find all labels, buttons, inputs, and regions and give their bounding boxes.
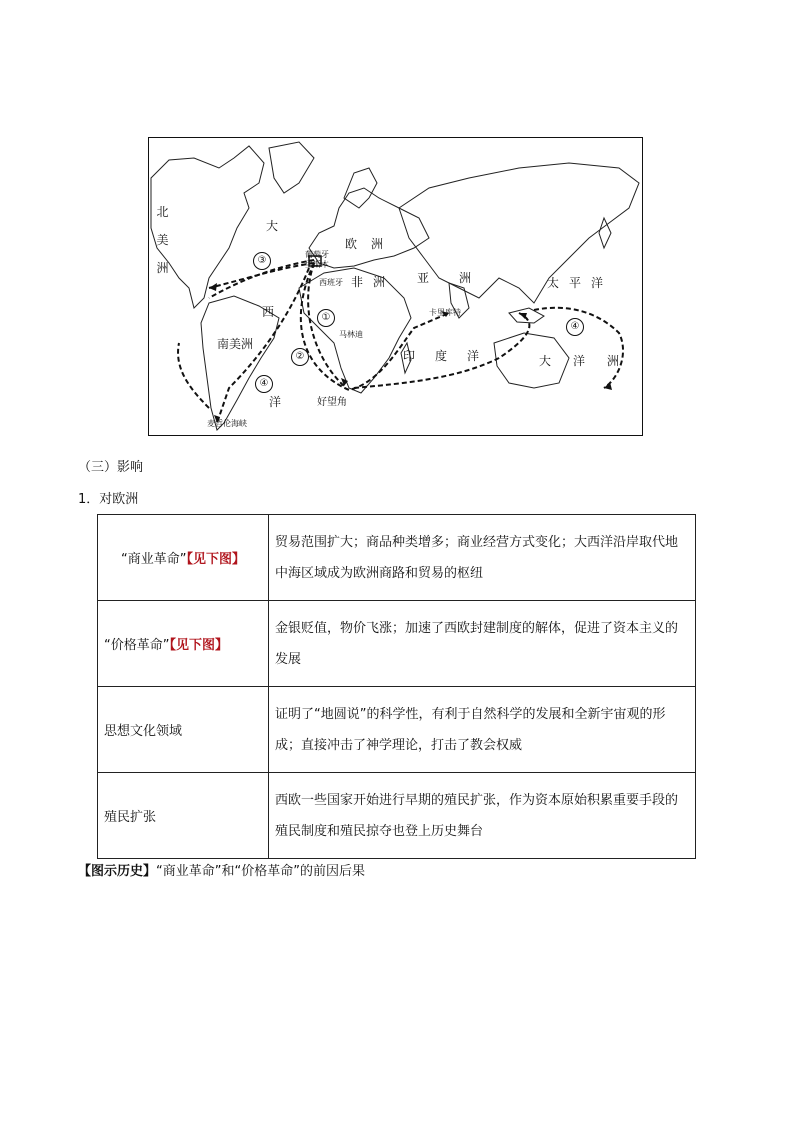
label-indian-ocean: 印度洋 [403,349,500,363]
route-marker-3: ③ [253,252,271,270]
route-marker-2: ② [291,348,309,366]
scandinavia-outline [344,168,377,208]
row-key-text: “商业革命” [121,552,187,567]
row-key [98,687,269,773]
row-key-text: “价格革命” [104,638,170,653]
indonesia-outline [509,308,544,323]
label-good-hope: 好望角 [317,397,347,408]
label-atlantic-xi: 西 [262,305,275,319]
row-key [98,601,269,687]
label-spain: 西班牙 [319,278,343,287]
label-pacific: 太平洋 [547,276,614,290]
table-row [98,773,696,859]
row-value: 贸易范围扩大；商品种类增多；商业经营方式变化；大西洋沿岸取代地中海区域成为欧洲商路和贸易的枢纽 [269,515,696,601]
see-below-link[interactable]: 【见下图】 [186,552,245,567]
route-marker-4-pacific: ④ [566,318,584,336]
see-below-link[interactable]: 【见下图】 [169,638,228,653]
label-oceania: 洋洲 [573,354,642,368]
label-portugal: 葡萄牙 [305,250,329,259]
caption-text: “商业革命”和“价格革命”的前因后果 [156,864,365,879]
row-key [98,515,269,601]
label-africa: 非洲 [351,275,396,289]
row-key-text: 殖民扩张 [104,810,157,825]
route-magellan-pacific [178,343,209,408]
new-routes-map [148,137,643,436]
label-europe: 欧洲 [345,237,398,251]
label-oceania-da: 大 [539,354,552,368]
label-south-america: 南美洲 [217,337,254,351]
table-row [98,687,696,773]
route-marker-4-atlantic: ④ [255,375,273,393]
impact-table [97,514,696,859]
section-title: （三）影响 [78,460,144,475]
caption-tag: 【图示历史】 [78,864,157,879]
figure-caption [78,860,365,879]
label-lisbon: 里斯本 [305,260,329,269]
route-marker-1: ① [317,309,335,327]
row-value: 西欧一些国家开始进行早期的殖民扩张，作为资本原始积累重要手段的殖民制度和殖民掠夺也登上历史舞台 [269,773,696,859]
row-value: 证明了“地圆说”的科学性，有利于自然科学的发展和全新宇宙观的形成；直接冲击了神学理论，打击了教会权威 [269,687,696,773]
row-value: 金银贬值，物价飞涨；加速了西欧封建制度的解体，促进了资本主义的发展 [269,601,696,687]
row-key [98,773,269,859]
label-north-america: 北美洲 [156,205,169,275]
label-atlantic-da: 大 [266,219,279,233]
label-atlantic-yang: 洋 [269,395,282,409]
label-asia: 亚洲 [417,271,502,285]
label-calicut: 卡里库特 [429,308,461,317]
table-row [98,515,696,601]
label-magellan-strait: 麦哲伦海峡 [207,419,247,428]
row-key-text: 思想文化领域 [104,724,183,739]
greenland-outline [269,142,314,193]
label-malindi: 马林迪 [339,330,363,339]
table-row [98,601,696,687]
australia-outline [494,333,569,388]
subsection-title: 1．对欧洲 [78,492,139,507]
